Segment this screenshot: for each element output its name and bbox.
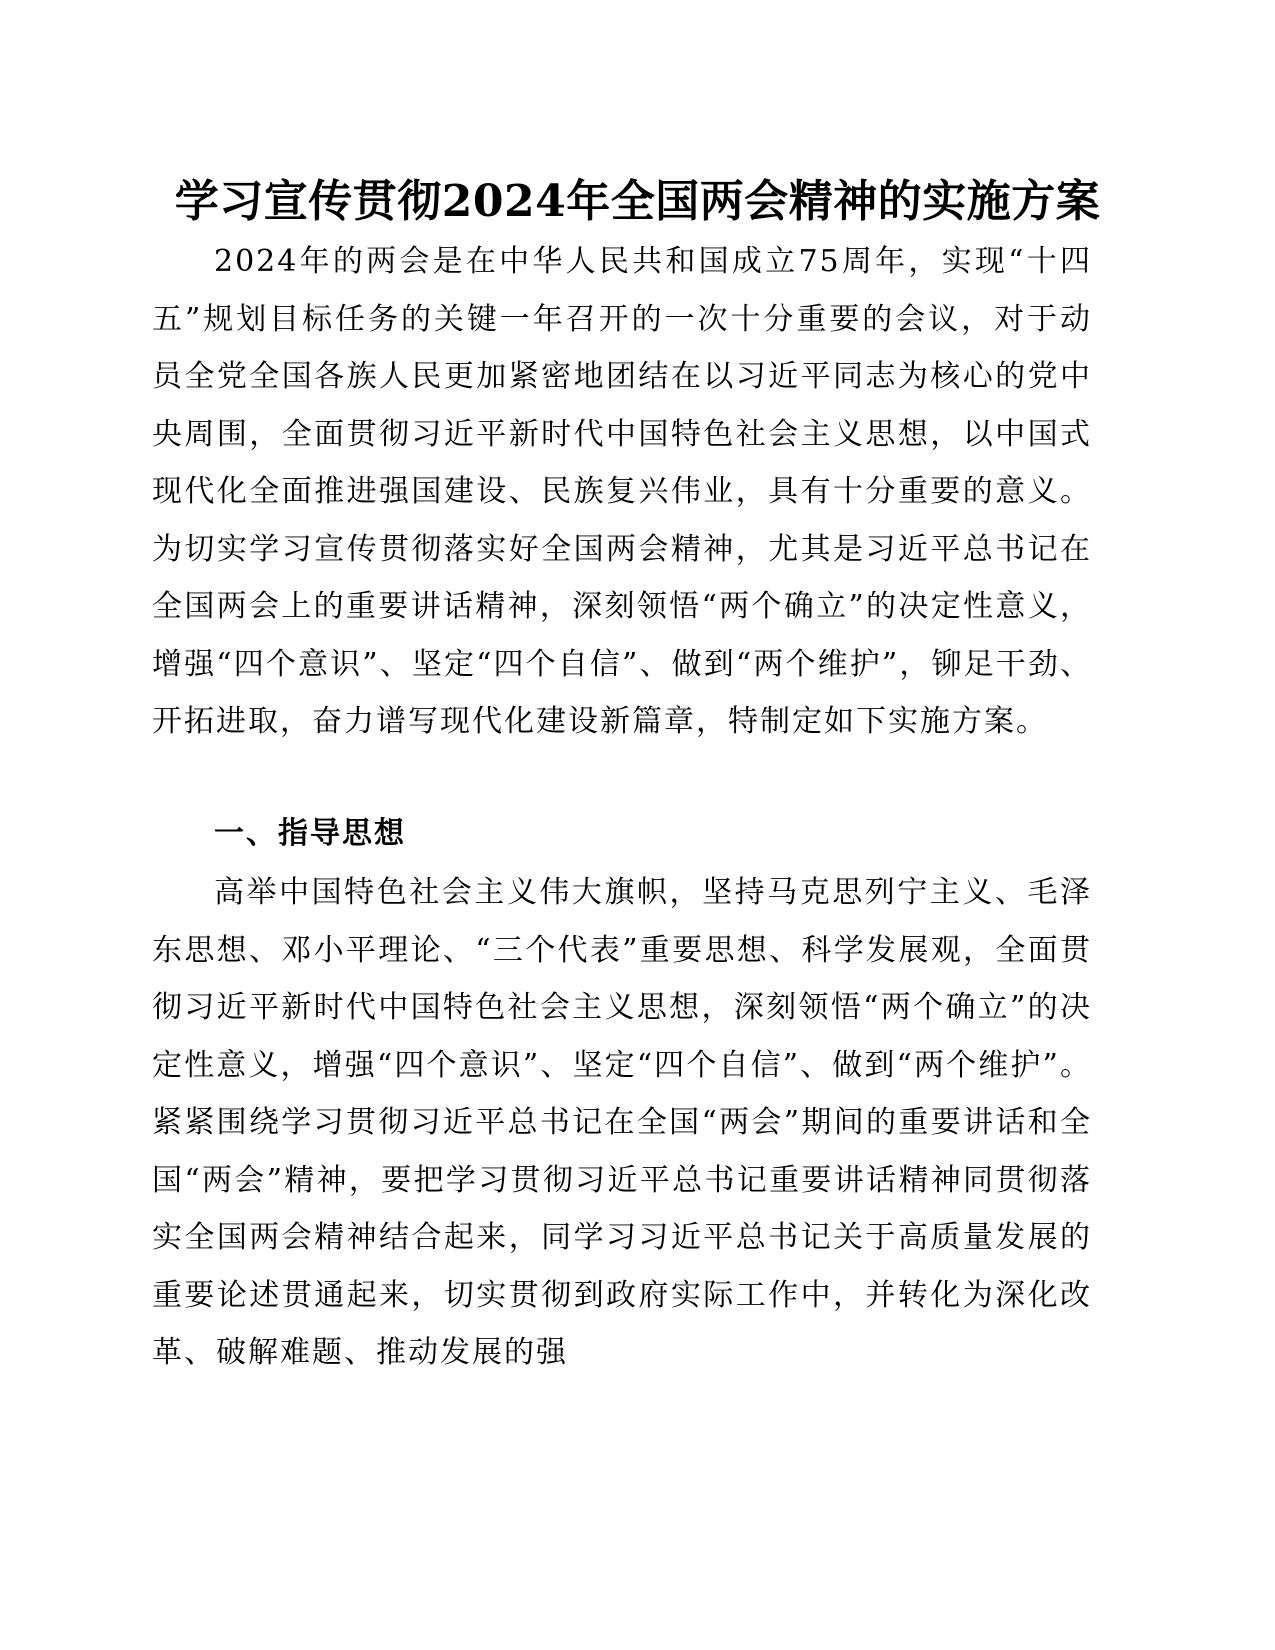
intro-paragraph: 2024年的两会是在中华人民共和国成立75周年，实现“十四五”规划目标任务的关键一年召开的一次十分重要的会议，对于动员全党全国各族人民更加紧密地团结在以习近平同志为核心的党中央周围，全面贯彻习近平新时代中国特色社会主义思想，以中国式现代化全面推进强国建设、民族复兴伟业，具有十分重要的意义。为切实学习宣传贯彻落实好全国两会精神，尤其是习近平总书记在全国两会上的重要讲话精神，深刻领悟“两个确立”的决定性意义，增强“四个意识”、坚定“四个自信”、做到“两个维护”，铆足干劲、开拓进取，奋力谱写现代化建设新篇章，特制定如下实施方案。 [152, 244, 1092, 739]
document-title: 学习宣传贯彻2024年全国两会精神的实施方案 [174, 176, 1101, 227]
guiding-ideology-paragraph: 高举中国特色社会主义伟大旗帜，坚持马克思列宁主义、毛泽东思想、邓小平理论、“三个代表”重要思想、科学发展观，全面贯彻习近平新时代中国特色社会主义思想，深刻领悟“两个确立”的决定性意义，增强“四个意识”、坚定“四个自信”、做到“两个维护”。紧紧围绕学习贯彻习近平总书记在全国“两会”期间的重要讲话和全国“两会”精神，要把学习贯彻习近平总书记重要讲话精神同贯彻落实全国两会精神结合起来，同学习习近平总书记关于高质量发展的重要论述贯通起来，切实贯彻到政府实际工作中，并转化为深化改革、破解难题、推动发展的强 [152, 875, 1092, 1370]
section-heading-guiding-ideology: 一、指导思想 [214, 816, 406, 851]
